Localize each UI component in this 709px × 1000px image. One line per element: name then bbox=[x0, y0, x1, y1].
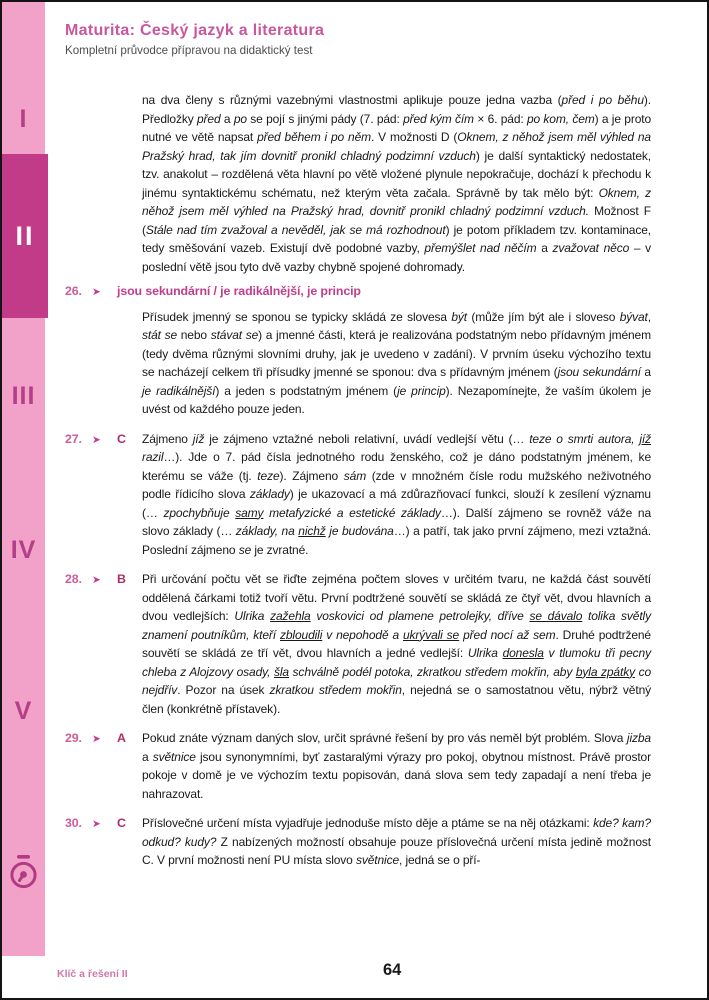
answer-item bbox=[65, 570, 651, 718]
item-number: 30. bbox=[65, 816, 82, 830]
answer-phrase: jsou sekundární / je radikálnější, je princip bbox=[117, 284, 361, 298]
answer-marker-icon: ➤ bbox=[92, 286, 101, 298]
answer-letter: C bbox=[117, 431, 126, 446]
item-explanation: Přísudek jmenný se sponou se typicky skládá ze slovesa být (může jím být ale i sloveso bývat, stát se nebo stávat se) a jmenné části, která je realizována podstatným nebo přídavným jménem (tedy dvěma různými slovními druhy, jak je uvedeno v zadání). V prvním úseku výchozího textu se nacházejí celkem tři přísudky jmenné se sponou: dva s přídavným jménem (jsou sekundární a je radikálnější) a jeden s podstatným jménem (je princip). Nezapomínejte, že vaším úkolem je uvést od každého pouze jeden. bbox=[142, 309, 651, 416]
answer-marker-icon: ➤ bbox=[92, 733, 101, 745]
answer-marker-icon: ➤ bbox=[92, 574, 101, 586]
sidebar-tab-i: I bbox=[19, 105, 28, 133]
item-number: 27. bbox=[65, 431, 82, 446]
sidebar-tab-iv: IV bbox=[10, 536, 37, 564]
answer-letter: A bbox=[117, 731, 126, 745]
answer-marker-icon: ➤ bbox=[92, 433, 101, 446]
stopwatch-icon bbox=[8, 848, 39, 899]
book-subtitle: Kompletní průvodce přípravou na didaktický test bbox=[65, 44, 313, 57]
answer-marker-icon: ➤ bbox=[92, 818, 101, 830]
book-title: Maturita: Český jazyk a literatura bbox=[65, 22, 325, 39]
item-explanation: Příslovečné určení místa vyjadřuje jednoduše místo děje a ptáme se na něj otázkami: kde? kam? odkud? kudy? Z nabízených možností obsahuje pouze příslovečná určení místa jedině možnost C. V první možnosti není PU místa slovo světnice, jedná se o pří- bbox=[142, 816, 651, 867]
item-explanation: Při určování počtu vět se řiďte zejména počtem sloves v určitém tvaru, ne každá část souvětí oddělená čárkami totiž tvoří větu. První podtržené souvětí se skládá ze čtyř vět, dvou hlavních a dvou vedlejších: Ulrika zažehla voskovici od plamene petrolejky, dříve se dávalo tolika světly znamení poutníkům, kteří zbloudili v nepohodě a ukrývali se před nocí až sem. Druhé podtržené souvětí se skládá ze tří vět, dvou hlavních a jedné vedlejší: Ulrika donesla v tlumoku tři pecny chleba z Alojzovy osady, šla schválně podél potoka, zkratkou středem mokřin, aby byla zpátky co nejdřív. Pozor na úsek zkratkou středem mokřin, nejedná se o samostatnou větu, nýbrž větný člen (konkrétně přístavek). bbox=[142, 572, 652, 716]
answer-key-content bbox=[65, 91, 651, 870]
sidebar-strip bbox=[2, 2, 45, 956]
answer-letter: C bbox=[117, 816, 126, 830]
answer-item bbox=[65, 814, 651, 870]
sidebar-tab-iii: III bbox=[11, 382, 36, 410]
answer-item bbox=[65, 729, 651, 803]
item-explanation: Pokud znáte význam daných slov, určit správné řešení by pro vás neměl být problém. Slova jizba a světnice jsou synonymními, byť zastaralými výrazy pro pokoj, obytnou místnost. Právě prostor pokoje v domě je ve výchozím textu popisován, daná slova sem tedy zapadají a není třeba je nahrazovat. bbox=[142, 731, 651, 801]
item-number: 28. bbox=[65, 572, 82, 586]
answer-item bbox=[65, 282, 651, 419]
answer-items bbox=[65, 282, 651, 870]
answer-item bbox=[65, 430, 651, 560]
item-explanation: Zájmeno jíž je zájmeno vztažné neboli relativní, uvádí vedlejší větu (… teze o smrti autora, jíž razil…). Jde o 7. pád čísla jednotného rodu ženského, což je dáno podstatným jménem, ke kterému se váže (tj. teze). Zájmeno sám (zde v množném čísle rodu mužského neživotného podle řídicího slova základy) je ukazovací a má zdůrazňovací funkci, slouží k zesílení významu (… zpochybňuje samy metafyzické a estetické základy…). Další zájmeno se rovněž váže na slovo základy (… základy, na nichž je budována…) a patří, tak jako první zájmeno, mezi vztažná. Poslední zájmeno se je zvratné. bbox=[142, 431, 652, 557]
intro-paragraph: na dva členy s různými vazebnými vlastnostmi aplikuje pouze jedna vazba (před i po běhu). Předložky před a po se pojí s jinými pády (7. pád: před kým čím × 6. pád: po kom, čem) a je proto nutné ve větě napsat před během i po něm. V možnosti D (Oknem, z něhož jsem měl výhled na Pražský hrad, tak jím dovnitř pronikl chladný podzimní vzduch) je další syntaktický nedostatek, tzv. anakolut – rozdělená věta hlavní po větě vložené plynule nepokračuje, dochází k přechodu k jinému syntaktickému schématu, než kterým věta začala. Správně by tak mělo být: Oknem, z něhož jsem měl výhled na Pražský hrad, dovnitř pronikl chladný podzimní vzduch. Možnost F (Stále nad tím zvažoval a nevěděl, jak se má rozhodnout) je potom příkladem tzv. kontaminace, tedy směšování vazeb. Existují dvě podobné vazby, přemýšlet nad něčím a zvažovat něco – v poslední větě jsou tyto dvě vazby chybně spojené dohromady. bbox=[142, 93, 652, 274]
footer-section-label: Klíč a řešení II bbox=[57, 968, 128, 980]
item-number: 26. bbox=[65, 284, 82, 298]
answer-letter: B bbox=[117, 572, 126, 586]
item-number: 29. bbox=[65, 731, 82, 745]
sidebar-tab-v: V bbox=[14, 697, 33, 725]
sidebar-tab-ii-active: II bbox=[2, 154, 48, 318]
page-number: 64 bbox=[383, 961, 402, 979]
